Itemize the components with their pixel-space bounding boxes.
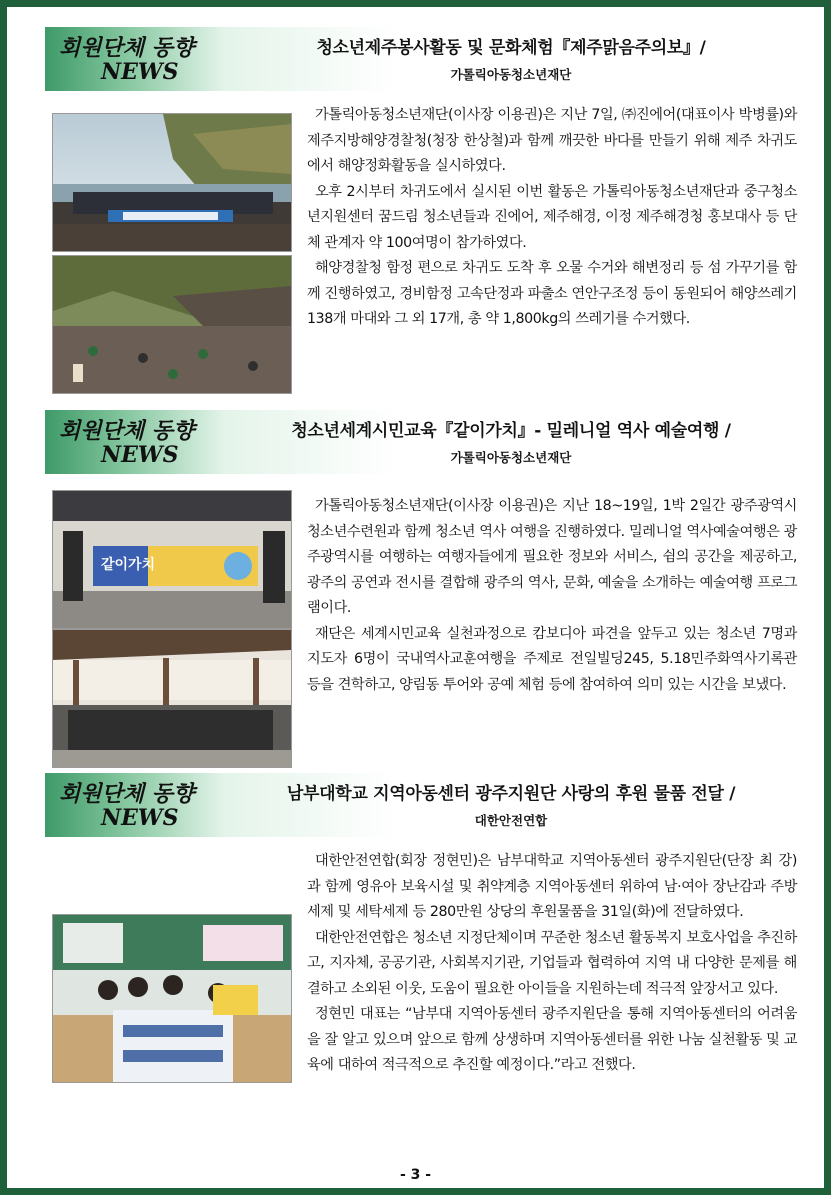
article-organization: 가톨릭아동청소년재단 (450, 450, 572, 465)
paragraph: 정현민 대표는 “남부대 지역아동센터 광주지원단을 통해 지역아동센터의 어려움을 잘 알고 있으며 앞으로 함께 상생하며 지역아동센터를 위한 나눔 실천활동 및 교육에 대하여 적극적으로 추진할 예정이다.”라고 전했다. (307, 1006, 797, 1073)
photo-hanok-group (52, 629, 292, 768)
badge-korean: 회원단체 동향 (59, 781, 195, 807)
paragraph: 가톨릭아동청소년재단(이사장 이용권)은 지난 7일, ㈜진에어(대표이사 박병률)와 제주지방해양경찰청(청장 한상철)과 함께 깨끗한 바다를 만들기 위해 제주 차귀도에서 해양정화활동을 실시하였다. (307, 107, 797, 174)
paragraph: 대한안전연합(회장 정현민)은 남부대학교 지역아동센터 광주지원단(단장 최 강)과 함께 영유아 보육시설 및 취약계층 지역아동센터 위하여 남·여아 장난감과 주방세제 및 세탁세제 등 280만원 상당의 후원물품을 31일(화)에 전달하였다. (307, 853, 797, 920)
news-badge (45, 410, 225, 474)
photo-coast-group (52, 113, 292, 252)
article-title: 청소년세계시민교육『같이가치』- 밀레니얼 역사 예술여행 / (291, 421, 731, 441)
article-body (307, 494, 797, 698)
banner-text: 같이가치 (101, 557, 156, 573)
article-global-citizen (45, 410, 797, 693)
badge-english: NEWS (101, 59, 179, 85)
news-badge (45, 27, 225, 91)
article-organization: 대한안전연합 (474, 813, 548, 828)
paragraph: 대한안전연합은 청소년 지정단체이며 꾸준한 청소년 활동복지 보호사업을 추진하고, 지자체, 공공기관, 사회복지기관, 기업들과 협력하여 지역 내 다양한 문제를 해결하고 소외된 이웃, 도움이 필요한 아이들을 지원하는데 적극적 앞장서고 있다. (307, 929, 797, 997)
article-header (45, 410, 797, 478)
paragraph: 가톨릭아동청소년재단(이사장 이용권)은 지난 18~19일, 1박 2일간 광주광역시청소년수련원과 함께 청소년 역사 여행을 진행하였다. 밀레니얼 역사예술여행은 광주광역시를 여행하는 여행자들에게 필요한 정보와 서비스, 쉼의 공간을 제공하고, 광주의 공연과 전시를 결합해 광주의 역사, 문화, 예술을 소개하는 예술여행 프로그램이다. (307, 498, 797, 616)
news-badge (45, 773, 225, 837)
photo-beach-cleanup (52, 255, 292, 394)
photo-donation-boxes (52, 914, 292, 1083)
badge-korean: 회원단체 동향 (59, 418, 195, 444)
article-title: 남부대학교 지역아동센터 광주지원단 사랑의 후원 물품 전달 / (286, 784, 736, 804)
article-jeju-volunteer (45, 27, 797, 327)
badge-english: NEWS (101, 805, 179, 831)
badge-korean: 회원단체 동향 (59, 35, 195, 61)
badge-english: NEWS (101, 442, 179, 468)
article-donation (45, 773, 797, 1073)
paragraph: 재단은 세계시민교육 실천과정으로 캄보디아 파견을 앞두고 있는 청소년 7명과 지도자 6명이 국내역사교훈여행을 주제로 전일빌딩245, 5.18민주화역사기록관 등을 견학하고, 양림동 투어와 공예 체험 등에 참여하여 의미 있는 시간을 보냈다. (307, 625, 797, 693)
article-title: 청소년제주봉사활동 및 문화체험『제주맑음주의보』/ (316, 38, 706, 58)
article-header (45, 773, 797, 841)
article-body (307, 849, 797, 1079)
paragraph: 오후 2시부터 차귀도에서 실시된 이번 활동은 가톨릭아동청소년재단과 중구청소년지원센터 꿈드림 청소년들과 진에어, 제주해경, 이정 제주해경청 홍보대사 등 단체 관계자 약 100여명이 참가하였다. (307, 183, 797, 251)
page-number: - 3 - (399, 1167, 432, 1183)
article-header (45, 27, 797, 95)
photo-group-banner (52, 490, 292, 629)
article-body (307, 103, 797, 333)
paragraph: 해양경찰청 함정 편으로 차귀도 도착 후 오물 수거와 해변정리 등 섬 가꾸기를 함께 진행하였고, 경비함정 고속단정과 파출소 연안구조정 등이 동원되어 해양쓰레기 138개 마대와 그 외 17개, 총 약 1,800kg의 쓰레기를 수거했다. (307, 260, 797, 327)
article-organization: 가톨릭아동청소년재단 (450, 67, 572, 82)
